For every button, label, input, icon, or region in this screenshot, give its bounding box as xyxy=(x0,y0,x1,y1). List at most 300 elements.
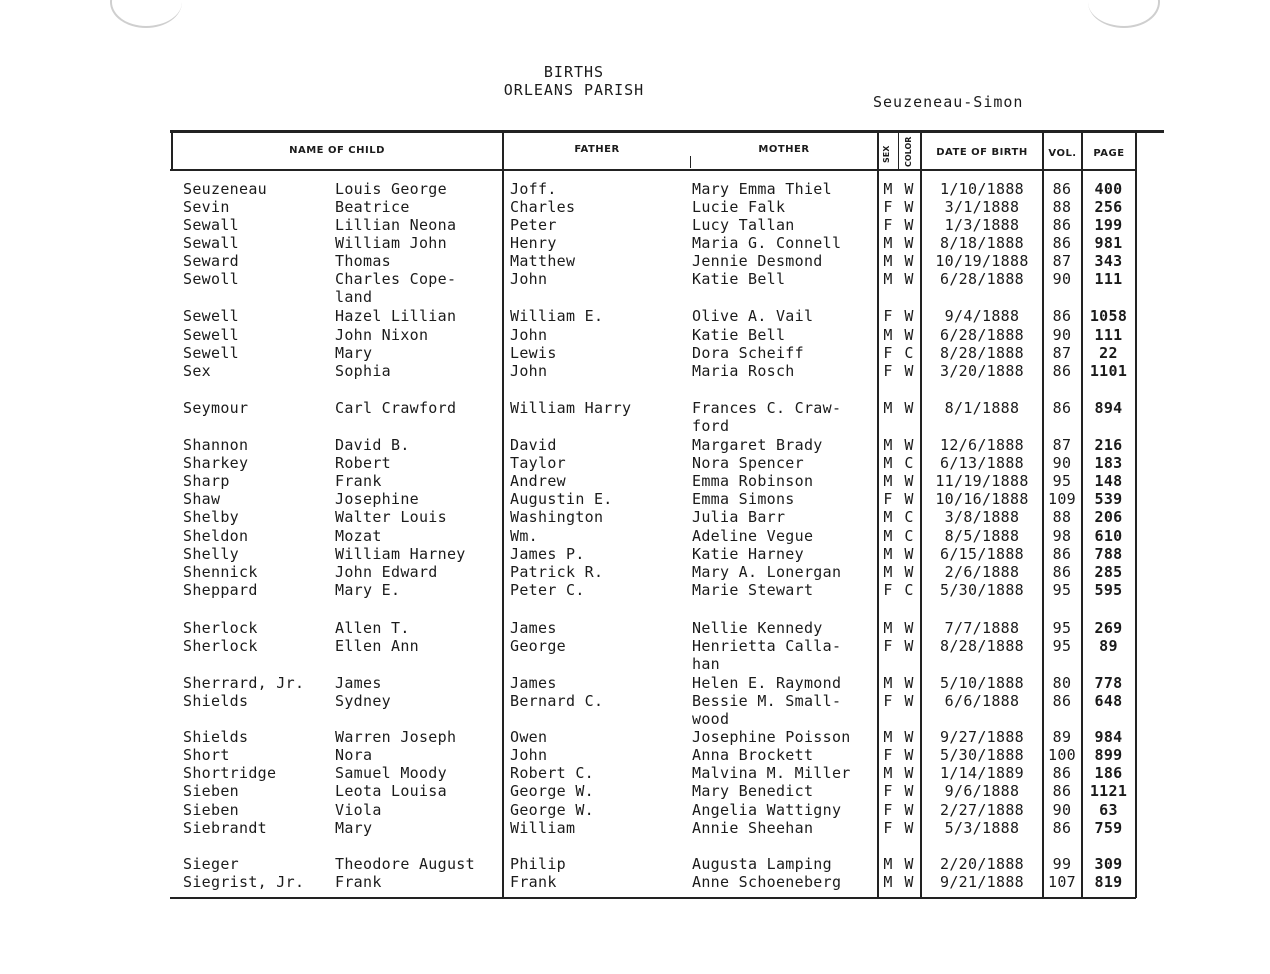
page-number: 256 xyxy=(1094,198,1123,216)
color-value: W xyxy=(904,819,914,837)
page-corner-mark xyxy=(1088,0,1160,28)
child-surname: Sevin xyxy=(183,198,230,216)
volume-number: 99 xyxy=(1052,855,1072,873)
birth-date: 8/1/1888 xyxy=(944,399,1020,417)
volume-number: 87 xyxy=(1052,436,1072,454)
sex-value: M xyxy=(883,545,893,563)
volume-number: 95 xyxy=(1052,637,1072,655)
birth-date: 6/28/1888 xyxy=(940,270,1024,288)
sex-value: M xyxy=(883,399,893,417)
volume-number: 87 xyxy=(1052,344,1072,362)
birth-date: 2/20/1888 xyxy=(940,855,1024,873)
color-value: C xyxy=(904,581,914,599)
child-surname: Shennick xyxy=(183,563,258,581)
father-name: John xyxy=(510,326,548,344)
child-given-name: Hazel Lillian xyxy=(335,307,457,325)
mother-name: Anne Schoeneberg xyxy=(692,873,842,891)
birth-date: 10/19/1888 xyxy=(935,252,1029,270)
mother-name: Katie Bell xyxy=(692,326,786,344)
page-number: 984 xyxy=(1094,728,1123,746)
volume-number: 86 xyxy=(1052,764,1072,782)
mother-name: Henrietta Calla- han xyxy=(692,637,842,673)
father-name: William Harry xyxy=(510,399,632,417)
mother-name: Mary Emma Thiel xyxy=(692,180,832,198)
page-number: 216 xyxy=(1094,436,1123,454)
child-given-name: Allen T. xyxy=(335,619,410,637)
father-name: David xyxy=(510,436,557,454)
header-father: FATHER xyxy=(574,144,620,155)
mother-name: Adeline Vegue xyxy=(692,527,814,545)
page-number: 89 xyxy=(1099,637,1118,655)
child-surname: Shortridge xyxy=(183,764,277,782)
volume-number: 100 xyxy=(1048,746,1076,764)
mother-name: Malvina M. Miller xyxy=(692,764,851,782)
father-name: George W. xyxy=(510,801,594,819)
child-surname: Sherlock xyxy=(183,637,258,655)
sex-value: M xyxy=(883,454,893,472)
sex-value: M xyxy=(883,527,893,545)
child-given-name: Josephine xyxy=(335,490,419,508)
document-subtitle: ORLEANS PARISH xyxy=(503,81,645,99)
table-bottom-rule xyxy=(170,897,1136,899)
color-value: W xyxy=(904,764,914,782)
sex-value: F xyxy=(883,362,893,380)
page-number: 819 xyxy=(1094,873,1123,891)
mother-name: Mary A. Lonergan xyxy=(692,563,842,581)
header-mother: MOTHER xyxy=(758,144,810,155)
color-value: W xyxy=(904,216,914,234)
page-corner-mark xyxy=(110,0,182,28)
volume-number: 86 xyxy=(1052,819,1072,837)
volume-number: 90 xyxy=(1052,454,1072,472)
father-name: Charles xyxy=(510,198,576,216)
birth-date: 2/27/1888 xyxy=(940,801,1024,819)
child-given-name: Ellen Ann xyxy=(335,637,419,655)
child-given-name: John Nixon xyxy=(335,326,429,344)
page-number: 199 xyxy=(1094,216,1123,234)
child-surname: Sheppard xyxy=(183,581,258,599)
father-name: Washington xyxy=(510,508,604,526)
child-given-name: William John xyxy=(335,234,447,252)
color-value: W xyxy=(904,545,914,563)
page-number: 1121 xyxy=(1089,782,1128,800)
child-surname: Shields xyxy=(183,728,249,746)
color-value: W xyxy=(904,180,914,198)
child-surname: Sewall xyxy=(183,234,239,252)
table-top-rule xyxy=(170,130,1164,133)
father-name: Andrew xyxy=(510,472,566,490)
child-surname: Siegrist, Jr. xyxy=(183,873,305,891)
header-volume: VOL. xyxy=(1048,148,1077,159)
sex-value: F xyxy=(883,692,893,710)
volume-number: 88 xyxy=(1052,198,1072,216)
page-number: 111 xyxy=(1094,270,1123,288)
sex-value: F xyxy=(883,637,893,655)
father-name: Owen xyxy=(510,728,548,746)
child-given-name: Sydney xyxy=(335,692,391,710)
child-surname: Shelly xyxy=(183,545,239,563)
birth-date: 1/14/1889 xyxy=(940,764,1024,782)
color-value: C xyxy=(904,344,914,362)
child-surname: Short xyxy=(183,746,230,764)
volume-number: 98 xyxy=(1052,527,1072,545)
volume-number: 109 xyxy=(1048,490,1076,508)
column-divider xyxy=(898,132,899,170)
sex-value: F xyxy=(883,819,893,837)
mother-name: Olive A. Vail xyxy=(692,307,814,325)
volume-number: 86 xyxy=(1052,782,1072,800)
sex-value: M xyxy=(883,674,893,692)
birth-date: 6/13/1888 xyxy=(940,454,1024,472)
volume-number: 90 xyxy=(1052,270,1072,288)
child-surname: Shannon xyxy=(183,436,249,454)
page-number: 981 xyxy=(1094,234,1123,252)
child-given-name: Lillian Neona xyxy=(335,216,457,234)
father-name: James xyxy=(510,619,557,637)
birth-date: 5/30/1888 xyxy=(940,581,1024,599)
birth-date: 8/28/1888 xyxy=(940,637,1024,655)
color-value: W xyxy=(904,855,914,873)
child-given-name: Carl Crawford xyxy=(335,399,457,417)
birth-date: 6/6/1888 xyxy=(944,692,1020,710)
volume-number: 86 xyxy=(1052,216,1072,234)
mother-name: Mary Benedict xyxy=(692,782,814,800)
child-given-name: Mozat xyxy=(335,527,382,545)
child-given-name: Mary xyxy=(335,344,373,362)
birth-date: 1/3/1888 xyxy=(944,216,1020,234)
volume-number: 86 xyxy=(1052,307,1072,325)
color-value: W xyxy=(904,728,914,746)
child-surname: Sieben xyxy=(183,782,239,800)
page-number: 343 xyxy=(1094,252,1123,270)
child-given-name: Sophia xyxy=(335,362,391,380)
father-name: Peter xyxy=(510,216,557,234)
mother-name: Lucie Falk xyxy=(692,198,786,216)
document-title: BIRTHS xyxy=(543,63,605,81)
birth-date: 8/5/1888 xyxy=(944,527,1020,545)
child-surname: Seward xyxy=(183,252,239,270)
color-value: C xyxy=(904,508,914,526)
birth-date: 5/30/1888 xyxy=(940,746,1024,764)
child-given-name: Robert xyxy=(335,454,391,472)
child-surname: Sherrard, Jr. xyxy=(183,674,305,692)
color-value: W xyxy=(904,436,914,454)
birth-date: 7/7/1888 xyxy=(944,619,1020,637)
birth-date: 9/27/1888 xyxy=(940,728,1024,746)
child-surname: Sewell xyxy=(183,307,239,325)
child-surname: Sex xyxy=(183,362,211,380)
child-given-name: Samuel Moody xyxy=(335,764,447,782)
child-given-name: James xyxy=(335,674,382,692)
child-surname: Shields xyxy=(183,692,249,710)
birth-date: 8/18/1888 xyxy=(940,234,1024,252)
birth-date: 5/3/1888 xyxy=(944,819,1020,837)
child-surname: Sewell xyxy=(183,344,239,362)
father-name: William xyxy=(510,819,576,837)
page-number: 309 xyxy=(1094,855,1123,873)
color-value: W xyxy=(904,234,914,252)
color-value: W xyxy=(904,563,914,581)
sex-value: M xyxy=(883,252,893,270)
sex-value: M xyxy=(883,619,893,637)
father-name: Joff. xyxy=(510,180,557,198)
volume-number: 89 xyxy=(1052,728,1072,746)
child-surname: Sewell xyxy=(183,326,239,344)
page-number: 186 xyxy=(1094,764,1123,782)
page-number: 111 xyxy=(1094,326,1123,344)
mother-name: Maria Rosch xyxy=(692,362,795,380)
sex-value: M xyxy=(883,764,893,782)
volume-number: 86 xyxy=(1052,545,1072,563)
father-name: Robert C. xyxy=(510,764,594,782)
page-number: 759 xyxy=(1094,819,1123,837)
page-number: 269 xyxy=(1094,619,1123,637)
child-given-name: Leota Louisa xyxy=(335,782,447,800)
color-value: W xyxy=(904,362,914,380)
father-name: Philip xyxy=(510,855,566,873)
sex-value: M xyxy=(883,855,893,873)
sex-value: M xyxy=(883,180,893,198)
color-value: C xyxy=(904,454,914,472)
birth-date: 11/19/1888 xyxy=(935,472,1029,490)
volume-number: 80 xyxy=(1052,674,1072,692)
page-number: 778 xyxy=(1094,674,1123,692)
color-value: W xyxy=(904,692,914,710)
color-value: W xyxy=(904,252,914,270)
birth-date: 6/28/1888 xyxy=(940,326,1024,344)
child-given-name: Walter Louis xyxy=(335,508,447,526)
mother-name: Katie Harney xyxy=(692,545,804,563)
father-name: James xyxy=(510,674,557,692)
volume-number: 90 xyxy=(1052,801,1072,819)
mother-name: Lucy Tallan xyxy=(692,216,795,234)
color-value: W xyxy=(904,326,914,344)
mother-name: Maria G. Connell xyxy=(692,234,842,252)
mother-name: Dora Scheiff xyxy=(692,344,804,362)
mother-name: Emma Simons xyxy=(692,490,795,508)
color-value: W xyxy=(904,307,914,325)
page-number: 894 xyxy=(1094,399,1123,417)
color-value: W xyxy=(904,782,914,800)
mother-name: Nora Spencer xyxy=(692,454,804,472)
color-value: W xyxy=(904,801,914,819)
father-name: Bernard C. xyxy=(510,692,604,710)
father-name: Matthew xyxy=(510,252,576,270)
father-name: John xyxy=(510,746,548,764)
father-name: Lewis xyxy=(510,344,557,362)
page-number: 899 xyxy=(1094,746,1123,764)
volume-number: 95 xyxy=(1052,619,1072,637)
sex-value: M xyxy=(883,508,893,526)
color-value: W xyxy=(904,873,914,891)
father-name: John xyxy=(510,270,548,288)
color-value: W xyxy=(904,472,914,490)
volume-number: 90 xyxy=(1052,326,1072,344)
page-number: 788 xyxy=(1094,545,1123,563)
child-surname: Sharkey xyxy=(183,454,249,472)
color-value: C xyxy=(904,527,914,545)
father-name: Peter C. xyxy=(510,581,585,599)
volume-number: 95 xyxy=(1052,581,1072,599)
mother-name: Jennie Desmond xyxy=(692,252,823,270)
sex-value: M xyxy=(883,728,893,746)
volume-number: 88 xyxy=(1052,508,1072,526)
birth-date: 3/8/1888 xyxy=(944,508,1020,526)
sex-value: F xyxy=(883,746,893,764)
child-given-name: Nora xyxy=(335,746,373,764)
child-surname: Sieben xyxy=(183,801,239,819)
sex-value: F xyxy=(883,801,893,819)
header-name-of-child: NAME OF CHILD xyxy=(289,145,385,156)
page-number: 183 xyxy=(1094,454,1123,472)
child-given-name: Mary xyxy=(335,819,373,837)
color-value: W xyxy=(904,490,914,508)
birth-date: 5/10/1888 xyxy=(940,674,1024,692)
mother-name: Augusta Lamping xyxy=(692,855,832,873)
child-given-name: Charles Cope- land xyxy=(335,270,457,306)
color-value: W xyxy=(904,198,914,216)
page-number: 148 xyxy=(1094,472,1123,490)
column-divider xyxy=(502,132,504,898)
mother-name: Anna Brockett xyxy=(692,746,814,764)
mother-name: Bessie M. Small- wood xyxy=(692,692,842,728)
mother-name: Julia Barr xyxy=(692,508,786,526)
color-value: W xyxy=(904,637,914,655)
sex-value: M xyxy=(883,436,893,454)
volume-number: 107 xyxy=(1048,873,1076,891)
sex-value: M xyxy=(883,472,893,490)
father-name: Wm. xyxy=(510,527,538,545)
page-number: 1058 xyxy=(1089,307,1128,325)
child-surname: Shelby xyxy=(183,508,239,526)
header-bottom-rule xyxy=(170,169,1136,171)
color-value: W xyxy=(904,674,914,692)
sex-value: F xyxy=(883,198,893,216)
child-surname: Seuzeneau xyxy=(183,180,267,198)
page-number: 595 xyxy=(1094,581,1123,599)
child-given-name: David B. xyxy=(335,436,410,454)
mother-name: Katie Bell xyxy=(692,270,786,288)
page-number: 22 xyxy=(1099,344,1118,362)
child-surname: Sewall xyxy=(183,216,239,234)
sex-value: F xyxy=(883,581,893,599)
header-sex: SEX xyxy=(882,145,891,163)
column-divider xyxy=(690,156,691,168)
volume-number: 86 xyxy=(1052,180,1072,198)
father-name: George xyxy=(510,637,566,655)
mother-name: Nellie Kennedy xyxy=(692,619,823,637)
birth-date: 9/4/1888 xyxy=(944,307,1020,325)
child-given-name: John Edward xyxy=(335,563,438,581)
sex-value: M xyxy=(883,873,893,891)
child-surname: Sherlock xyxy=(183,619,258,637)
page-number: 1101 xyxy=(1089,362,1128,380)
mother-name: Angelia Wattigny xyxy=(692,801,842,819)
birth-date: 3/1/1888 xyxy=(944,198,1020,216)
volume-number: 95 xyxy=(1052,472,1072,490)
father-name: James P. xyxy=(510,545,585,563)
child-given-name: Frank xyxy=(335,873,382,891)
birth-date: 2/6/1888 xyxy=(944,563,1020,581)
birth-date: 8/28/1888 xyxy=(940,344,1024,362)
sex-value: F xyxy=(883,344,893,362)
mother-name: Marie Stewart xyxy=(692,581,814,599)
volume-number: 87 xyxy=(1052,252,1072,270)
birth-date: 6/15/1888 xyxy=(940,545,1024,563)
color-value: W xyxy=(904,270,914,288)
birth-date: 12/6/1888 xyxy=(940,436,1024,454)
volume-number: 86 xyxy=(1052,362,1072,380)
sex-value: M xyxy=(883,563,893,581)
child-surname: Sheldon xyxy=(183,527,249,545)
page-number: 63 xyxy=(1099,801,1118,819)
child-given-name: Frank xyxy=(335,472,382,490)
header-color: COLOR xyxy=(904,136,913,168)
father-name: George W. xyxy=(510,782,594,800)
mother-name: Margaret Brady xyxy=(692,436,823,454)
mother-name: Annie Sheehan xyxy=(692,819,814,837)
child-surname: Seymour xyxy=(183,399,249,417)
page-number: 539 xyxy=(1094,490,1123,508)
volume-number: 86 xyxy=(1052,563,1072,581)
father-name: Frank xyxy=(510,873,557,891)
sex-value: F xyxy=(883,782,893,800)
father-name: Augustin E. xyxy=(510,490,613,508)
page-number: 400 xyxy=(1094,180,1123,198)
page-number: 285 xyxy=(1094,563,1123,581)
mother-name: Helen E. Raymond xyxy=(692,674,842,692)
volume-number: 86 xyxy=(1052,234,1072,252)
volume-number: 86 xyxy=(1052,692,1072,710)
father-name: William E. xyxy=(510,307,604,325)
header-date-of-birth: DATE OF BIRTH xyxy=(936,147,1028,158)
child-surname: Sewoll xyxy=(183,270,239,288)
child-surname: Sieger xyxy=(183,855,239,873)
page-number: 648 xyxy=(1094,692,1123,710)
father-name: Patrick R. xyxy=(510,563,604,581)
child-surname: Sharp xyxy=(183,472,230,490)
child-given-name: William Harney xyxy=(335,545,466,563)
child-given-name: Mary E. xyxy=(335,581,401,599)
birth-date: 9/6/1888 xyxy=(944,782,1020,800)
sex-value: F xyxy=(883,216,893,234)
color-value: W xyxy=(904,399,914,417)
color-value: W xyxy=(904,619,914,637)
sex-value: M xyxy=(883,326,893,344)
child-given-name: Thomas xyxy=(335,252,391,270)
child-given-name: Viola xyxy=(335,801,382,819)
mother-name: Frances C. Craw- ford xyxy=(692,399,842,435)
child-surname: Shaw xyxy=(183,490,221,508)
surname-range: Seuzeneau-Simon xyxy=(873,93,1024,111)
sex-value: M xyxy=(883,270,893,288)
header-page: PAGE xyxy=(1093,148,1125,159)
sex-value: M xyxy=(883,234,893,252)
birth-date: 10/16/1888 xyxy=(935,490,1029,508)
sex-value: F xyxy=(883,307,893,325)
father-name: Taylor xyxy=(510,454,566,472)
birth-date: 3/20/1888 xyxy=(940,362,1024,380)
birth-date: 9/21/1888 xyxy=(940,873,1024,891)
page-number: 206 xyxy=(1094,508,1123,526)
child-given-name: Beatrice xyxy=(335,198,410,216)
child-given-name: Theodore August xyxy=(335,855,475,873)
volume-number: 86 xyxy=(1052,399,1072,417)
father-name: John xyxy=(510,362,548,380)
child-surname: Siebrandt xyxy=(183,819,267,837)
child-given-name: Warren Joseph xyxy=(335,728,457,746)
column-divider xyxy=(1135,132,1137,898)
